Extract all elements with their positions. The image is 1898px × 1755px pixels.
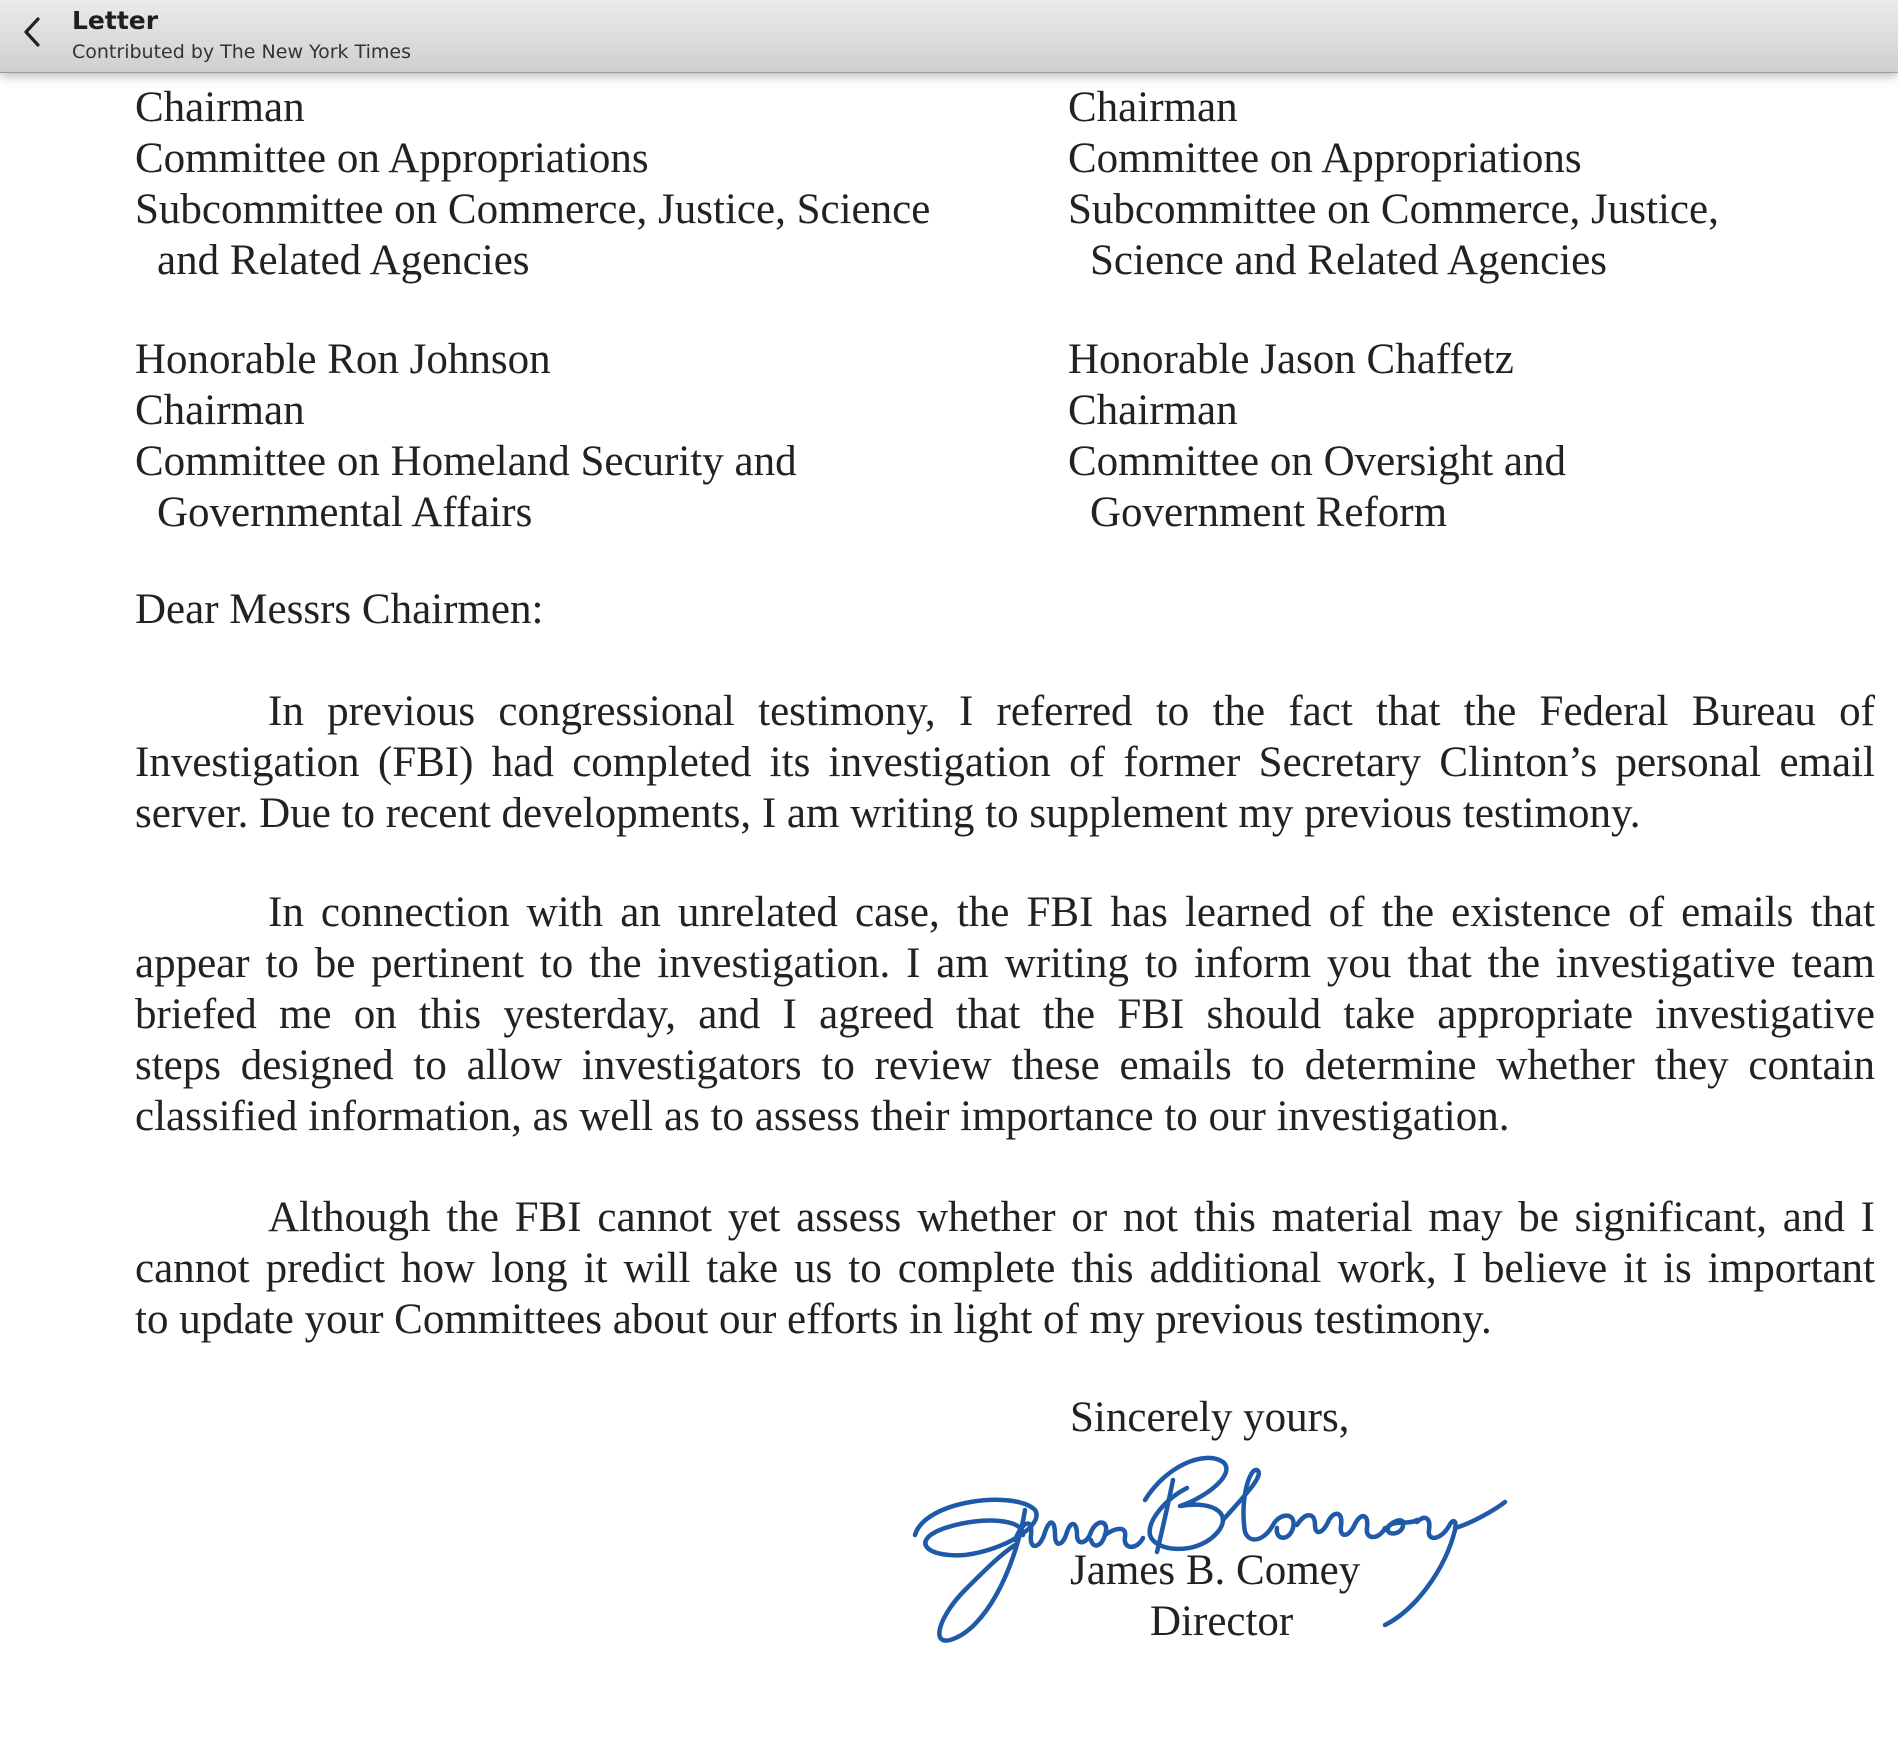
- addressee-4-line-2: Committee on Oversight and: [1068, 438, 1567, 485]
- addressee-1-line-3: Subcommittee on Commerce, Justice, Science: [135, 186, 931, 233]
- paragraph-line: In connection with an unrelated case, the FBI has learned of the existence of emails that: [268, 889, 1875, 936]
- addressee-2-line-1: Chairman: [1068, 84, 1238, 131]
- addressee-1-line-1: Chairman: [135, 84, 305, 131]
- addressee-2-line-4: Science and Related Agencies: [1090, 237, 1607, 284]
- addressee-2-line-2: Committee on Appropriations: [1068, 135, 1582, 182]
- addressee-block-4: [1068, 334, 1566, 538]
- addressee-block-2: [1068, 82, 1719, 286]
- paragraph-line: appear to be pertinent to the investigation. I am writing to inform you that the investigative team: [135, 940, 1875, 987]
- addressee-3-line-3: Governmental Affairs: [157, 489, 533, 536]
- chevron-left-icon: [21, 15, 43, 49]
- paragraph-line: classified information, as well as to assess their importance to our investigation.: [135, 1093, 1510, 1140]
- signer-title: Director: [1150, 1598, 1294, 1645]
- closing: Sincerely yours,: [1070, 1394, 1350, 1441]
- body-paragraph-1: [135, 686, 1875, 839]
- addressee-4-line-3: Government Reform: [1090, 489, 1448, 536]
- document-header-bar: [0, 0, 1898, 73]
- addressee-3-line-2: Committee on Homeland Security and: [135, 438, 797, 485]
- addressee-4-line-1: Chairman: [1068, 387, 1238, 434]
- paragraph-line: steps designed to allow investigators to review these emails to determine whether they contain: [135, 1042, 1875, 1089]
- salutation: Dear Messrs Chairmen:: [135, 586, 544, 633]
- addressee-block-3: [135, 334, 797, 538]
- paragraph-line: server. Due to recent developments, I am writing to supplement my previous testimony.: [135, 790, 1641, 837]
- signer-name: James B. Comey: [1070, 1547, 1361, 1594]
- document-title: Letter: [72, 6, 159, 35]
- paragraph-line: In previous congressional testimony, I referred to the fact that the Federal Bureau of: [268, 688, 1875, 735]
- body-paragraph-2: [135, 887, 1875, 1142]
- back-button[interactable]: [12, 12, 52, 52]
- body-paragraph-3: [135, 1192, 1875, 1345]
- paragraph-line: to update your Committees about our efforts in light of my previous testimony.: [135, 1296, 1492, 1343]
- addressee-4-name: Honorable Jason Chaffetz: [1068, 336, 1514, 383]
- addressee-1-line-2: Committee on Appropriations: [135, 135, 649, 182]
- addressee-block-1: [135, 82, 930, 286]
- addressee-3-name: Honorable Ron Johnson: [135, 336, 551, 383]
- paragraph-line: Although the FBI cannot yet assess whether or not this material may be significant, and I: [268, 1194, 1875, 1241]
- addressee-1-line-4: and Related Agencies: [157, 237, 530, 284]
- addressee-2-line-3: Subcommittee on Commerce, Justice,: [1068, 186, 1719, 233]
- paragraph-line: briefed me on this yesterday, and I agreed that the FBI should take appropriate investigative: [135, 991, 1875, 1038]
- document-source: Contributed by The New York Times: [72, 41, 411, 63]
- paragraph-line: Investigation (FBI) had completed its investigation of former Secretary Clinton’s personal email: [135, 739, 1875, 786]
- paragraph-line: cannot predict how long it will take us to complete this additional work, I believe it is important: [135, 1245, 1875, 1292]
- addressee-3-line-1: Chairman: [135, 387, 305, 434]
